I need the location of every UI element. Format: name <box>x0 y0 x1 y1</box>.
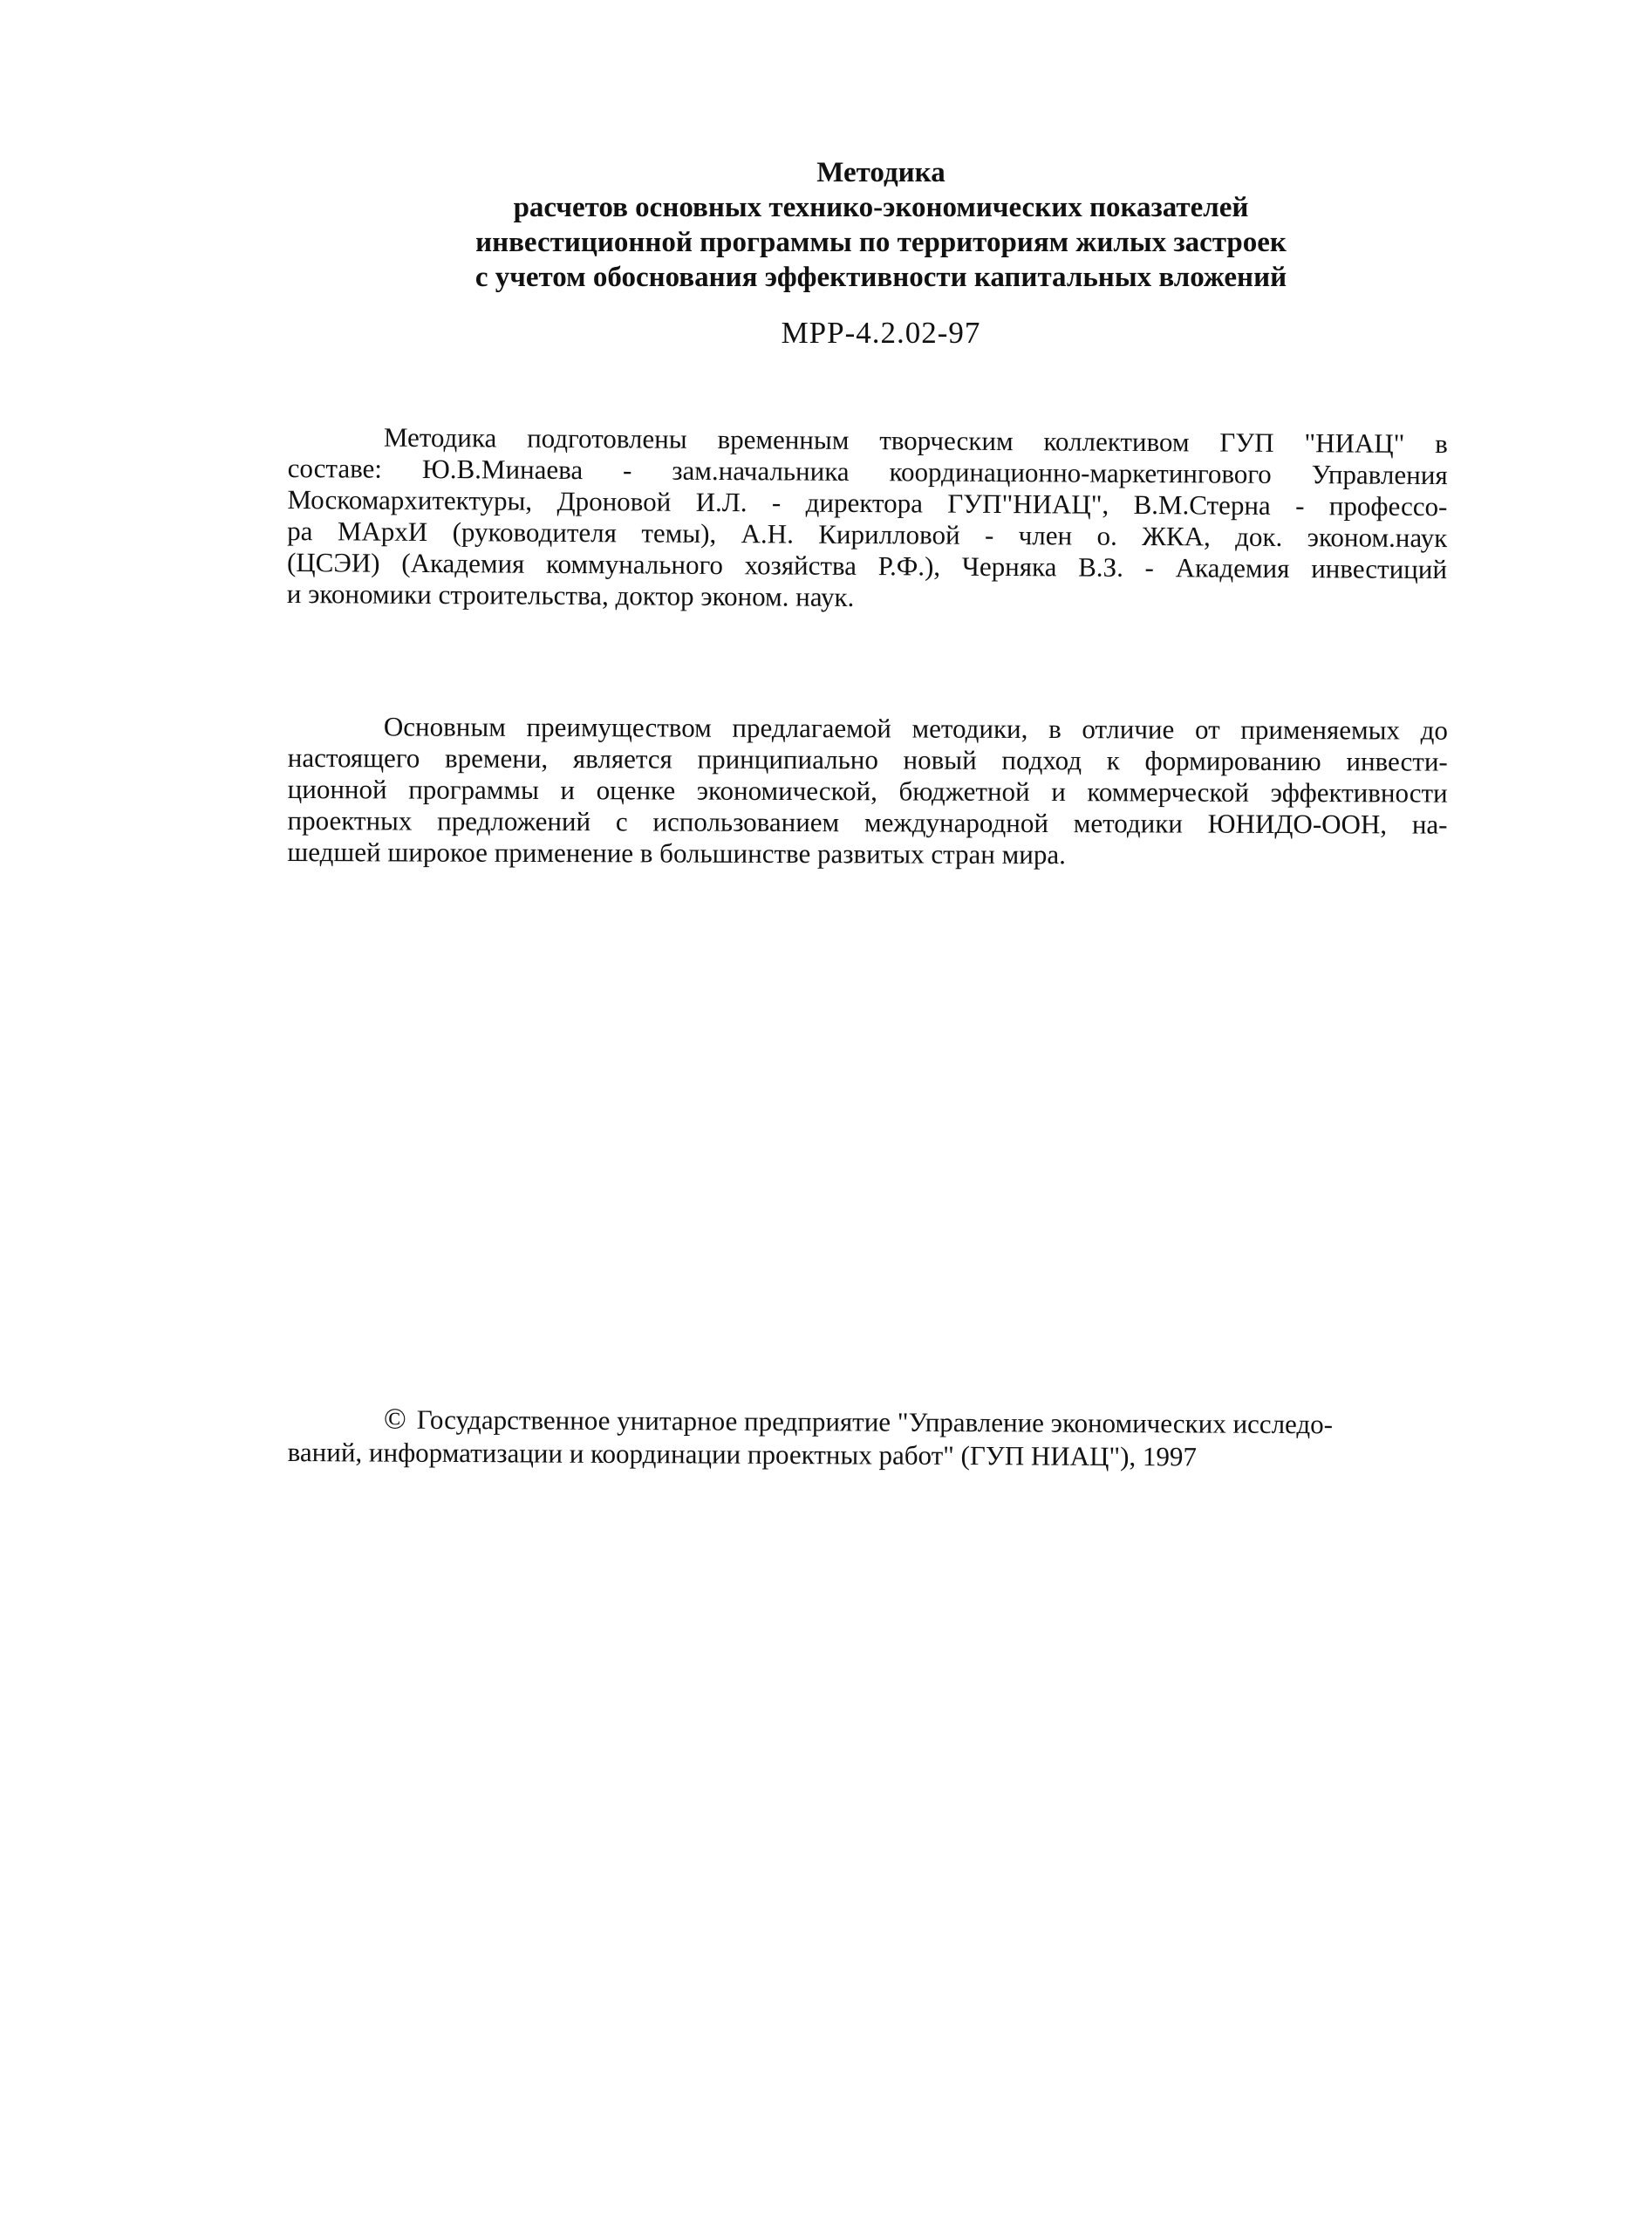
title-line: инвестиционной программы по территориям жилых застроек <box>475 227 1287 258</box>
title-line: с учетом обоснования эффективности капитальных вложений <box>474 262 1287 293</box>
authors-paragraph <box>287 421 1448 617</box>
paragraph-line: ра МАрхИ (руководителя темы), А.Н. Кирилловой - член о. ЖКА, док. эконом.наук <box>287 515 1448 554</box>
copyright-line: ваний, информатизации и координации проектных работ" (ГУП НИАЦ"), 1997 <box>287 1436 1198 1472</box>
paragraph-line: и экономики строительства, доктор эконом. наук. <box>286 577 855 612</box>
paragraph-line: ционной программы и оценке экономической, бюджетной и коммерческой эффективности <box>287 773 1448 809</box>
document-code: МРР-4.2.02-97 <box>781 316 981 350</box>
title-line: расчетов основных технико-экономических показателей <box>513 192 1249 223</box>
advantage-paragraph <box>287 711 1448 872</box>
paragraph-line: составе: Ю.В.Минаева - зам.начальника координационно-маркетингового Управления <box>287 452 1448 491</box>
copyright-icon: © <box>383 1403 406 1436</box>
paragraph-line: проектных предложений с использованием международной методики ЮНИДО-ООН, на- <box>287 804 1448 840</box>
paragraph-line: Методика подготовлены временным творческим коллективом ГУП "НИАЦ" в <box>383 421 1448 460</box>
paragraph-line: Москомархитектуры, Дроновой И.Л. - директора ГУП"НИАЦ", В.М.Стерна - профессо- <box>287 483 1448 522</box>
paragraph-line: настоящего времени, является принципиально новый подход к формированию инвести- <box>287 741 1448 777</box>
title-line: Методика <box>816 157 945 188</box>
copyright-text: Государственное унитарное предприятие "Управление экономических исследо- <box>416 1403 1334 1440</box>
document-title <box>288 155 1474 295</box>
copyright-notice <box>288 1403 1448 1475</box>
paragraph-line: шедшей широкое применение в большинстве развитых стран мира. <box>287 836 1066 871</box>
paragraph-line: (ЦСЭИ) (Академия коммунального хозяйства Р.Ф.), Черняка В.З. - Академия инвестиций <box>286 546 1448 585</box>
paragraph-line: Основным преимуществом предлагаемой методики, в отличие от применяемых до <box>383 711 1448 746</box>
